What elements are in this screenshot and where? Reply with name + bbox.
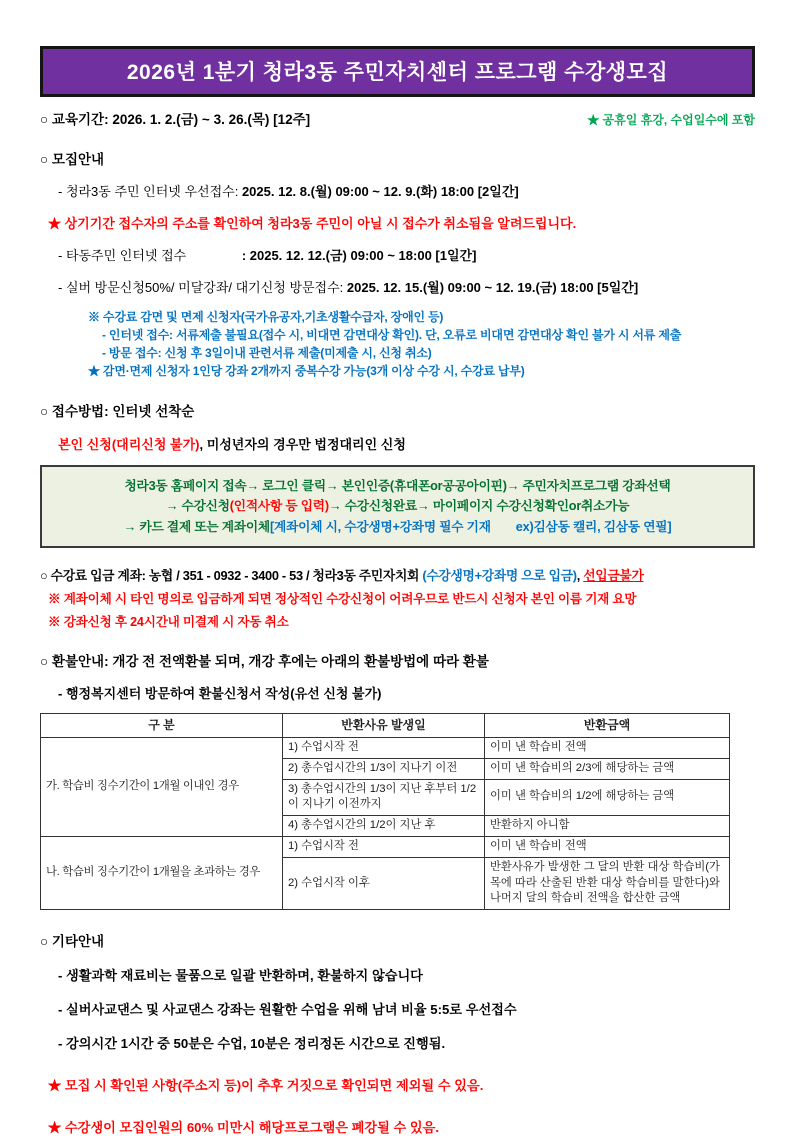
procedure-line-3 xyxy=(48,517,747,537)
refund-a2-reason: 2) 총수업시간의 1/3이 지나기 이전 xyxy=(283,758,485,779)
recruit-item-other-dong-value: : 2025. 12. 12.(금) 09:00 ~ 18:00 [1일간] xyxy=(241,248,477,263)
recruit-item-visit xyxy=(58,277,755,296)
recruit-heading: ○ 모집안내 xyxy=(40,152,105,167)
recruit-item-priority xyxy=(58,181,755,200)
procedure-line-2-a: → 수강신청 xyxy=(165,499,230,514)
holiday-note: ★ 공휴일 휴강, 수업일수에 포함 xyxy=(587,113,755,127)
payment-comma: , xyxy=(576,567,584,583)
refund-b2-amount: 반환사유가 발생한 그 달의 반환 대상 학습비(가목에 따라 산출된 반환 대상 학습비를 말한다)와 나머지 달의 학습비 전액을 합산한 금액 xyxy=(485,857,730,909)
payment-blue-note: (수강생명+강좌명 으로 입금) xyxy=(422,567,577,583)
education-period-value: 2026. 1. 2.(금) ~ 3. 26.(목) [12주] xyxy=(112,112,311,127)
refund-a2-amount: 이미 낸 학습비의 2/3에 해당하는 금액 xyxy=(485,758,730,779)
refund-b1-reason: 1) 수업시작 전 xyxy=(283,837,485,858)
procedure-line-1-text: 청라3동 홈페이지 접속→ 로그인 클릭→ 본인인증(휴대폰or공공아이핀)→ 주민자치프로그램 강좌선택 xyxy=(124,479,671,493)
procedure-line-3-a: → 카드 결제 또는 계좌이체 xyxy=(123,519,270,534)
payment-account-line xyxy=(40,565,755,584)
education-period-row xyxy=(40,108,755,128)
etc-heading: ○ 기타안내 xyxy=(40,934,105,950)
self-apply-red: 본인 신청(대리신청 불가) xyxy=(58,437,200,452)
refund-b1-amount: 이미 낸 학습비 전액 xyxy=(485,837,730,858)
table-row xyxy=(41,837,730,858)
etc-item-class-time: - 강의시간 1시간 중 50분은 수업, 10분은 정리정돈 시간으로 진행됨. xyxy=(58,1036,446,1052)
refund-sub-line: - 행정복지센터 방문하여 환불신청서 작성(유선 신청 불가) xyxy=(58,685,382,701)
refund-table xyxy=(40,713,730,910)
procedure-line-3-blue: [계좌이체 시, 수강생명+강좌명 필수 기재 ex)김삼동 캘리, 김삼동 연필] xyxy=(270,519,672,534)
procedure-line-2 xyxy=(48,496,747,516)
refund-a3-amount: 이미 낸 학습비의 1/2에 해당하는 금액 xyxy=(485,779,730,816)
refund-col-amount: 반환금액 xyxy=(485,713,730,737)
payment-label: ○ 수강료 입금 계좌: xyxy=(40,567,146,583)
refund-b2-reason: 2) 수업시작 이후 xyxy=(283,857,485,909)
recruit-item-other-dong-label: - 타동주민 인터넷 접수 xyxy=(58,248,187,263)
procedure-line-1 xyxy=(48,476,747,496)
self-apply-line xyxy=(58,434,755,453)
discount-notes xyxy=(88,308,755,380)
recruit-item-other-dong xyxy=(58,245,755,264)
recruit-item-visit-label: - 실버 방문신청50%/ 미달강좌/ 대기신청 방문접수: xyxy=(58,280,344,295)
refund-a1-reason: 1) 수업시작 전 xyxy=(283,737,485,758)
apply-method-heading: ○ 접수방법: 인터넷 선착순 xyxy=(40,404,195,419)
refund-col-category: 구 분 xyxy=(41,713,283,737)
discount-note-visit: - 방문 접수: 신청 후 3일이내 관련서류 제출(미제출 시, 신청 취소) xyxy=(102,346,432,360)
refund-heading: ○ 환불안내: 개강 전 전액환불 되며, 개강 후에는 아래의 환불방법에 따라 환불 xyxy=(40,653,489,669)
payment-warning-2: ※ 강좌신청 후 24시간내 미결제 시 자동 취소 xyxy=(48,614,289,629)
refund-table-header-row xyxy=(41,713,730,737)
refund-a1-amount: 이미 낸 학습비 전액 xyxy=(485,737,730,758)
recruit-item-priority-value: 2025. 12. 8.(월) 09:00 ~ 12. 9.(화) 18:00 [2일간] xyxy=(241,184,519,199)
refund-a3-reason: 3) 총수업시간의 1/3이 지난 후부터 1/2이 지나기 이전까지 xyxy=(283,779,485,816)
refund-a4-amount: 반환하지 아니함 xyxy=(485,816,730,837)
discount-note-internet: - 인터넷 접수: 서류제출 불필요(접수 시, 비대면 감면대상 확인). 단, 오류로 비대면 감면대상 확인 불가 시 서류 제출 xyxy=(102,328,682,342)
refund-group-b-label: 나. 학습비 징수기간이 1개월을 초과하는 경우 xyxy=(41,837,283,910)
education-period-label: ○ 교육기간: xyxy=(40,112,109,127)
education-period xyxy=(40,108,310,128)
etc-item-materials: - 생활과학 재료비는 물품으로 일괄 반환하며, 환불하지 않습니다 xyxy=(58,968,423,984)
self-apply-rest: , 미성년자의 경우만 법정대리인 신청 xyxy=(199,437,406,452)
recruit-item-visit-value: 2025. 12. 15.(월) 09:00 ~ 12. 19.(금) 18:00 [5일간] xyxy=(346,280,639,295)
discount-note-title: ※ 수강료 감면 및 면제 신청자(국가유공자,기초생활수급자, 장애인 등) xyxy=(88,310,444,324)
payment-account: 농협 / 351 - 0932 - 3400 - 53 / 청라3동 주민자치회 xyxy=(148,567,420,583)
procedure-line-2-red: (인적사항 등 입력) xyxy=(229,499,329,514)
refund-group-a-label: 가. 학습비 징수기간이 1개월 이내인 경우 xyxy=(41,737,283,836)
etc-warning-exclusion: ★ 모집 시 확인된 사항(주소지 등)이 추후 거짓으로 확인되면 제외될 수 있음. xyxy=(48,1078,484,1094)
recruit-item-priority-label: - 청라3동 주민 인터넷 우선접수: xyxy=(58,184,239,199)
procedure-box xyxy=(40,465,755,548)
address-warning: ★ 상기기간 접수자의 주소를 확인하여 청라3동 주민이 아닐 시 접수가 취소됨을 알려드립니다. xyxy=(48,216,577,231)
page-title: 2026년 1분기 청라3동 주민자치센터 프로그램 수강생모집 xyxy=(40,46,755,97)
etc-item-dance: - 실버사교댄스 및 사교댄스 강좌는 원활한 수업을 위해 남녀 비율 5:5로 우선접수 xyxy=(58,1002,517,1018)
payment-red-note: 선입금불가 xyxy=(583,567,644,583)
etc-warning-cancellation: ★ 수강생이 모집인원의 60% 미만시 해당프로그램은 폐강될 수 있음. xyxy=(48,1120,440,1136)
refund-a4-reason: 4) 총수업시간의 1/2이 지난 후 xyxy=(283,816,485,837)
refund-col-reason: 반환사유 발생일 xyxy=(283,713,485,737)
procedure-line-2-b: → 수강신청완료→ 마이페이지 수강신청확인or취소가능 xyxy=(328,499,630,514)
table-row xyxy=(41,737,730,758)
payment-warning-1: ※ 계좌이체 시 타인 명의로 입금하게 되면 정상적인 수강신청이 어려우므로 반드시 신청자 본인 이름 기재 요망 xyxy=(48,591,637,606)
discount-note-limit: ★ 감면·면제 신청자 1인당 강좌 2개까지 중복수강 가능(3개 이상 수강 시, 수강료 납부) xyxy=(88,364,525,378)
